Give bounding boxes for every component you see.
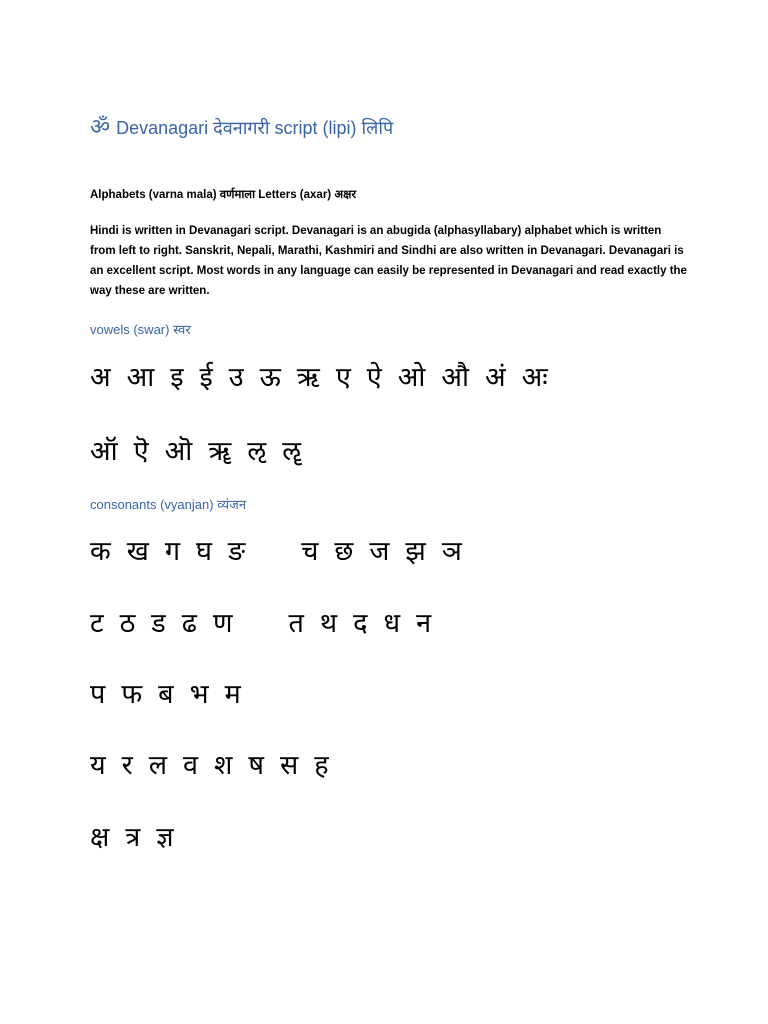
devanagari-letter: अं xyxy=(484,362,506,393)
consonants-heading: consonants (vyanjan) व्यंजन xyxy=(90,497,247,512)
devanagari-letter: ज्ञ xyxy=(156,822,174,853)
devanagari-letter: स xyxy=(280,750,299,781)
consonant-row xyxy=(90,532,478,572)
devanagari-letter: औ xyxy=(441,362,469,393)
devanagari-letter: थ xyxy=(319,608,338,639)
devanagari-letter: ॡ xyxy=(282,436,301,467)
devanagari-letter: ग xyxy=(164,536,181,567)
devanagari-letter: व xyxy=(183,750,199,781)
letter-group xyxy=(90,746,345,786)
devanagari-letter: ह xyxy=(314,750,329,781)
devanagari-letter: ढ xyxy=(181,608,197,639)
devanagari-letter: त्र xyxy=(125,822,141,853)
vowels-heading: vowels (swar) स्वर xyxy=(90,322,191,337)
devanagari-letter: त xyxy=(288,608,304,639)
devanagari-letter: ख xyxy=(126,536,149,567)
devanagari-letter: च xyxy=(301,536,319,567)
devanagari-letter: ऋ xyxy=(296,362,320,393)
devanagari-letter: ॠ xyxy=(208,436,232,467)
devanagari-letter: उ xyxy=(228,362,244,393)
devanagari-letter: ष xyxy=(248,750,265,781)
consonant-row xyxy=(90,604,447,644)
letter-group xyxy=(90,432,317,472)
consonant-row xyxy=(90,675,257,715)
devanagari-letter: ज xyxy=(369,536,390,567)
vowel-row xyxy=(90,432,317,472)
devanagari-letter: ङ xyxy=(228,536,246,567)
devanagari-letter: ण xyxy=(212,608,233,639)
devanagari-letter: ऐ xyxy=(366,362,382,393)
letter-group xyxy=(90,604,248,644)
letter-group xyxy=(288,604,447,644)
devanagari-letter: द xyxy=(353,608,368,639)
om-symbol: ॐ xyxy=(90,115,111,140)
devanagari-letter: ऑ xyxy=(90,436,118,467)
devanagari-letter: इ xyxy=(170,362,184,393)
devanagari-letter: ड xyxy=(151,608,166,639)
devanagari-letter: ऊ xyxy=(259,362,281,393)
devanagari-letter: ऎ xyxy=(133,436,149,467)
devanagari-letter: फ xyxy=(121,679,143,710)
intro-paragraph: Hindi is written in Devanagari script. Devanagari is an abugida (alphasyllabary) alphabet which is written from left to right. Sanskrit, Nepali, Marathi, Kashmiri and Sindhi are also written in Devanagari. Devanagari is an excellent script. Most words in any language can easily be represented in Devanagari and read exactly the way these are written. xyxy=(90,225,687,297)
devanagari-letter: य xyxy=(90,750,106,781)
alphabet-subtitle: Alphabets (varna mala) वर्णमाला Letters (axar) अक्षर xyxy=(90,189,357,201)
devanagari-letter: प xyxy=(90,679,106,710)
devanagari-letter: घ xyxy=(196,536,213,567)
devanagari-letter: ध xyxy=(383,608,401,639)
devanagari-letter: ओ xyxy=(397,362,426,393)
consonant-row xyxy=(90,746,345,786)
devanagari-letter: भ xyxy=(189,679,209,710)
devanagari-letter: झ xyxy=(405,536,426,567)
devanagari-letter: अः xyxy=(521,362,548,393)
devanagari-letter: क xyxy=(90,536,111,567)
devanagari-letter: न xyxy=(416,608,432,639)
devanagari-letter: म xyxy=(224,679,241,710)
devanagari-letter: ठ xyxy=(119,608,136,639)
consonant-row xyxy=(90,818,190,858)
devanagari-letter: ल xyxy=(148,750,168,781)
devanagari-letter: ऒ xyxy=(164,436,193,467)
letter-group xyxy=(90,532,261,572)
devanagari-letter: ट xyxy=(90,608,104,639)
devanagari-letter: ब xyxy=(158,679,174,710)
devanagari-letter: आ xyxy=(126,362,155,393)
devanagari-letter: अ xyxy=(90,362,111,393)
letter-group xyxy=(301,532,478,572)
page-title-text: Devanagari देवनागरी script (lipi) लिपि xyxy=(116,118,394,138)
devanagari-letter: छ xyxy=(334,536,354,567)
page-title xyxy=(90,111,393,141)
devanagari-letter: ई xyxy=(199,362,213,393)
devanagari-letter: र xyxy=(121,750,133,781)
devanagari-letter: श xyxy=(214,750,233,781)
devanagari-letter: ए xyxy=(335,362,351,393)
devanagari-letter: ऌ xyxy=(247,436,267,467)
devanagari-letter: क्ष xyxy=(90,822,110,853)
devanagari-letter: ञ xyxy=(441,536,462,567)
vowel-row xyxy=(90,358,564,398)
letter-group xyxy=(90,818,190,858)
letter-group xyxy=(90,358,564,398)
letter-group xyxy=(90,675,257,715)
